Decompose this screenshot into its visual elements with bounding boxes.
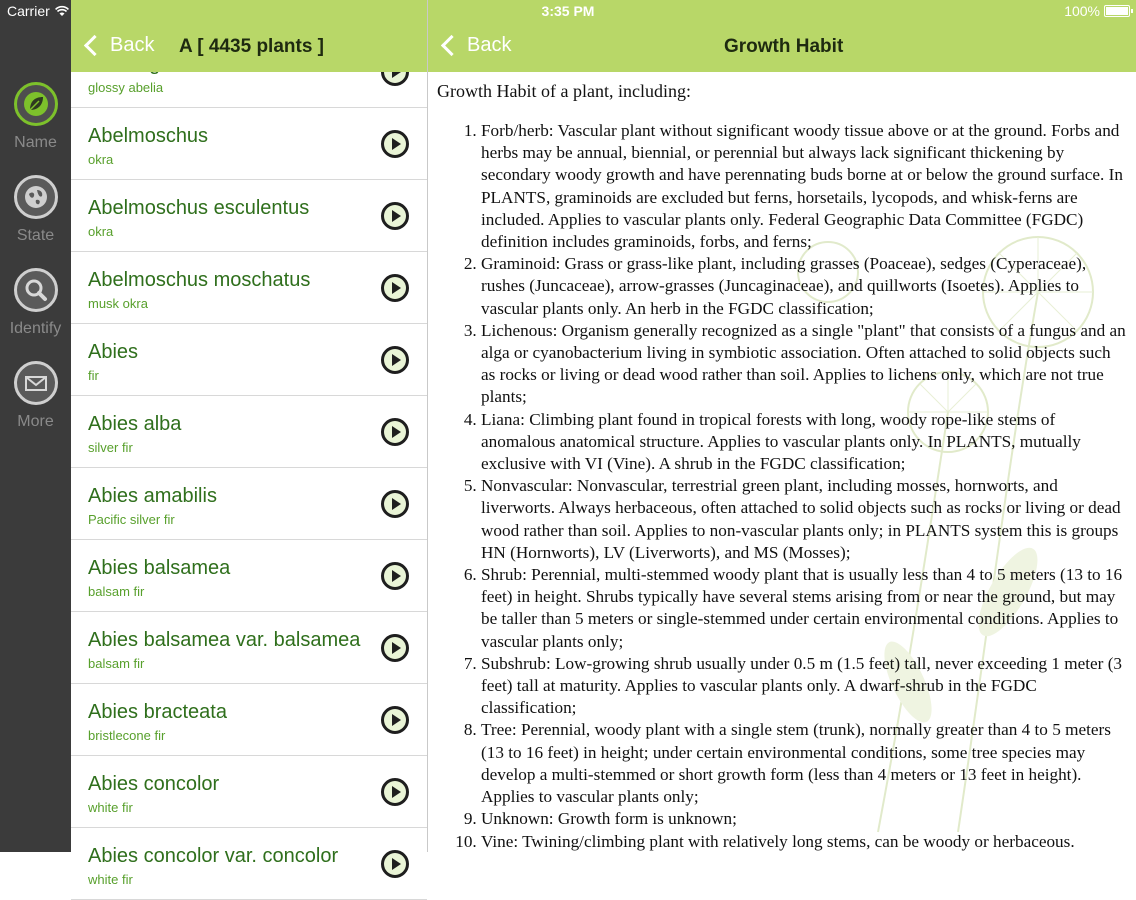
- detail-title: Growth Habit: [724, 36, 844, 57]
- scientific-name: Abies: [88, 341, 139, 363]
- growth-habit-detail[interactable]: [428, 72, 1136, 852]
- common-name: balsam fir: [88, 584, 145, 599]
- scientific-name: Abelmoschus moschatus: [88, 269, 311, 291]
- play-icon[interactable]: [381, 562, 409, 590]
- scientific-name: Abies balsamea var. balsamea: [88, 629, 361, 651]
- tab-state[interactable]: [0, 175, 71, 245]
- list-item: 6. Shrub: Perennial, multi-stemmed woody plant that is usually less than 4 to 5 meters (13 to 16 feet) in height. Shrubs typically have several stems arising from or near the ground, but may be taller than 5 meters or single-stemmed under certain environmental conditions. Applies to vascular plants only;: [481, 564, 1128, 653]
- common-name: bristlecone fir: [88, 728, 166, 743]
- globe-icon: [14, 175, 58, 219]
- common-name: white fir: [88, 800, 133, 815]
- chevron-left-icon: [84, 35, 105, 56]
- play-icon[interactable]: [381, 778, 409, 806]
- list-item[interactable]: [71, 180, 427, 252]
- list-back-button[interactable]: [81, 34, 154, 57]
- play-icon[interactable]: [381, 634, 409, 662]
- scientific-name: Abies concolor var. concolor: [88, 845, 339, 867]
- common-name: okra: [88, 152, 114, 167]
- battery: 100%: [1064, 3, 1130, 19]
- common-name: silver fir: [88, 440, 133, 455]
- tab-label: State: [16, 227, 55, 244]
- common-name: okra: [88, 224, 114, 239]
- common-name: balsam fir: [88, 656, 145, 671]
- list-item[interactable]: [71, 396, 427, 468]
- common-name: Pacific silver fir: [88, 512, 175, 527]
- list-item[interactable]: [71, 108, 427, 180]
- play-icon[interactable]: [381, 418, 409, 446]
- list-item[interactable]: [71, 612, 427, 684]
- list-item: 3. Lichenous: Organism generally recognized as a single "plant" that consists of a fungus and an alga or cyanobacterium living in symbiotic association. Often attached to solid objects such as rocks or living or dead wood rather than soil. Applies to lichens only, which are not true plants;: [481, 320, 1128, 409]
- status-time: 3:35 PM: [541, 3, 595, 19]
- play-icon[interactable]: [381, 346, 409, 374]
- list-item: 1. Forb/herb: Vascular plant without significant woody tissue above or at the ground. Forbs and herbs may be annual, biennial, or perennial but always lack significant thickening by secondary woody growth and have perennating buds borne at or below the ground surface. In PLANTS, graminoids are excluded but ferns, horsetails, lycopods, and whisk-ferns are included. Applies to vascular plants only. Federal Geographic Data Committee (FGDC) definition includes graminoids, forbs, and ferns;: [481, 120, 1128, 253]
- play-icon[interactable]: [381, 706, 409, 734]
- play-icon[interactable]: [381, 274, 409, 302]
- play-icon[interactable]: [381, 490, 409, 518]
- tab-label: More: [17, 413, 54, 430]
- detail-back-button[interactable]: [438, 34, 511, 57]
- list-item: 9. Unknown: Growth form is unknown;: [481, 808, 1128, 830]
- play-icon[interactable]: [381, 130, 409, 158]
- list-title: A [ 4435 plants ]: [179, 36, 325, 57]
- plant-list[interactable]: [71, 0, 427, 887]
- list-item[interactable]: [71, 828, 427, 900]
- list-item: 8. Tree: Perennial, woody plant with a single stem (trunk), normally greater than 4 to 5 meters (13 to 16 feet) in height; under certain environmental conditions, some tree species may develop a multi-stemmed or short growth form (less than 4 meters or 13 feet in height). Applies to vascular plants only;: [481, 719, 1128, 808]
- scientific-name: Abies amabilis: [88, 485, 217, 507]
- scientific-name: Abies alba: [88, 413, 182, 435]
- common-name: glossy abelia: [88, 80, 164, 95]
- common-name: musk okra: [88, 296, 148, 311]
- plant-rows: [71, 36, 427, 900]
- scientific-name: Abelmoschus esculentus: [88, 197, 310, 219]
- list-item[interactable]: [71, 684, 427, 756]
- list-item: 5. Nonvascular: Nonvascular, terrestrial green plant, including mosses, hornworts, and liverworts. Always herbaceous, often attached to solid objects such as rocks or living or dead wood rather than soil. Applies to non-vascular plants only; in PLANTS system this is groups HN (Hornworts), LV (Liverworts), and MS (Mosses);: [481, 475, 1128, 564]
- list-item[interactable]: [71, 252, 427, 324]
- magnifier-icon: [14, 268, 58, 312]
- detail-intro: Growth Habit of a plant, including:: [437, 81, 691, 101]
- play-icon[interactable]: [381, 202, 409, 230]
- tab-label: Identify: [9, 320, 62, 337]
- chevron-left-icon: [441, 35, 462, 56]
- play-icon[interactable]: [381, 850, 409, 878]
- tab-rail: [0, 0, 71, 852]
- common-name: white fir: [88, 872, 133, 887]
- list-item[interactable]: [71, 756, 427, 828]
- tab-label: Name: [14, 134, 57, 151]
- list-item: 10. Vine: Twining/climbing plant with relatively long stems, can be woody or herbaceous.: [481, 831, 1128, 853]
- tab-name[interactable]: [0, 82, 71, 152]
- list-item: 4. Liana: Climbing plant found in tropical forests with long, woody rope-like stems of anomalous anatomical structure. Applies to vascular plants only. In PLANTS, mutually exclusive with VI (Vine). A shrub in the FGDC classification;: [481, 409, 1128, 476]
- list-item[interactable]: [71, 468, 427, 540]
- status-bar: [0, 0, 1136, 22]
- leaf-icon: [14, 82, 58, 126]
- scientific-name: Abelmoschus: [88, 125, 209, 147]
- tab-more[interactable]: [0, 361, 71, 431]
- list-item: 2. Graminoid: Grass or grass-like plant, including grasses (Poaceae), sedges (Cyperaceae), rushes (Juncaceae), arrow-grasses (Juncaginaceae), and quillworts (Isoetes). Applies to vascular plants only. An herb in the FGDC classification;: [481, 253, 1128, 320]
- tab-identify[interactable]: [0, 268, 71, 338]
- back-label: Back: [110, 34, 155, 56]
- common-name: fir: [88, 368, 99, 383]
- battery-icon: [1104, 5, 1130, 17]
- envelope-icon: [14, 361, 58, 405]
- back-label: Back: [467, 34, 512, 56]
- carrier: Carrier: [7, 3, 69, 19]
- scientific-name: Abies balsamea: [88, 557, 231, 579]
- growth-habit-list: [428, 120, 1128, 853]
- scientific-name: Abies bracteata: [88, 701, 227, 723]
- scientific-name: Abies concolor: [88, 773, 220, 795]
- list-item[interactable]: [71, 324, 427, 396]
- list-item: 7. Subshrub: Low-growing shrub usually under 0.5 m (1.5 feet) tall, never exceeding 1 meter (3 feet) tall at maturity. Applies to vascular plants only. A dwarf-shrub in the FGDC classification;: [481, 653, 1128, 720]
- list-item[interactable]: [71, 540, 427, 612]
